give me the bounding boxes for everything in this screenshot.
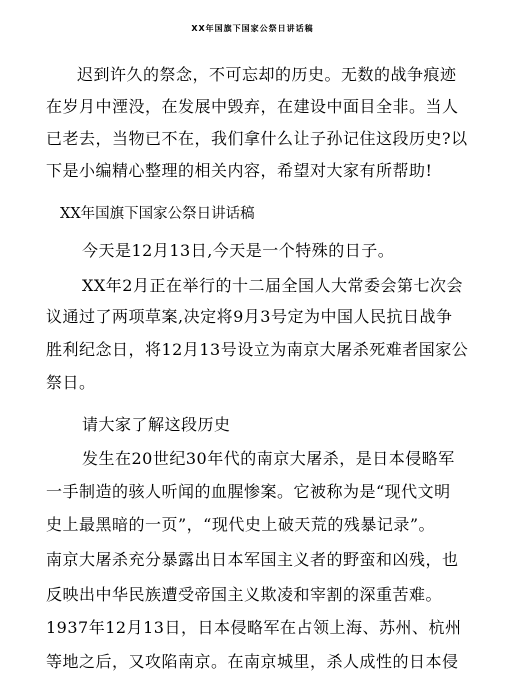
paragraph-4-line-2: 一手制造的骇人听闻的血腥惨案。它被称为是“现代文明 — [46, 482, 451, 501]
paragraph-3: 请大家了解这段历史 — [82, 415, 231, 434]
intro-line-1: 迟到许久的祭念，不可忘却的历史。无数的战争痕迹 — [77, 65, 457, 84]
paragraph-4-line-1: 发生在20世纪30年代的南京大屠杀，是日本侵略军 — [82, 449, 455, 468]
paragraph-2-line-1: XX年2月正在举行的十二届全国人大常委会第七次会 — [82, 276, 463, 295]
paragraph-2-line-4: 祭日。 — [46, 373, 96, 392]
paragraph-4-line-3: 史上最黑暗的一页”，“现代史上破天荒的残暴记录”。 — [46, 515, 436, 534]
intro-line-4: 下是小编精心整理的相关内容，希望对大家有所帮助! — [46, 161, 433, 180]
subheading: XX年国旗下国家公祭日讲话稿 — [60, 206, 255, 222]
paragraph-2-line-3: 胜利纪念日，将12月13号设立为南京大屠杀死难者国家公 — [46, 340, 469, 359]
intro-line-3: 已老去，当物已不在，我们拿什么让子孙记住这段历史?以 — [46, 129, 468, 148]
paragraph-1: 今天是12月13日,今天是一个特殊的日子。 — [82, 241, 395, 260]
paragraph-4-line-6: 1937年12月13日，日本侵略军在占领上海、苏州、杭州 — [46, 618, 462, 637]
paragraph-4-line-7: 等地之后，又攻陷南京。在南京城里，杀人成性的日本侵 — [46, 652, 459, 671]
intro-line-2: 在岁月中湮没，在发展中毁弃，在建设中面目全非。当人 — [46, 97, 459, 116]
paragraph-2-line-2: 议通过了两项草案,决定将9月3号定为中国人民抗日战争 — [46, 307, 453, 326]
paragraph-4-line-4: 南京大屠杀充分暴露出日本军国主义者的野蛮和凶残，也 — [46, 550, 459, 569]
paragraph-4-line-5: 反映出中华民族遭受帝国主义欺凌和宰割的深重苦难。 — [46, 585, 443, 604]
document-title: XX年国旗下国家公祭日讲话稿 — [191, 24, 314, 33]
